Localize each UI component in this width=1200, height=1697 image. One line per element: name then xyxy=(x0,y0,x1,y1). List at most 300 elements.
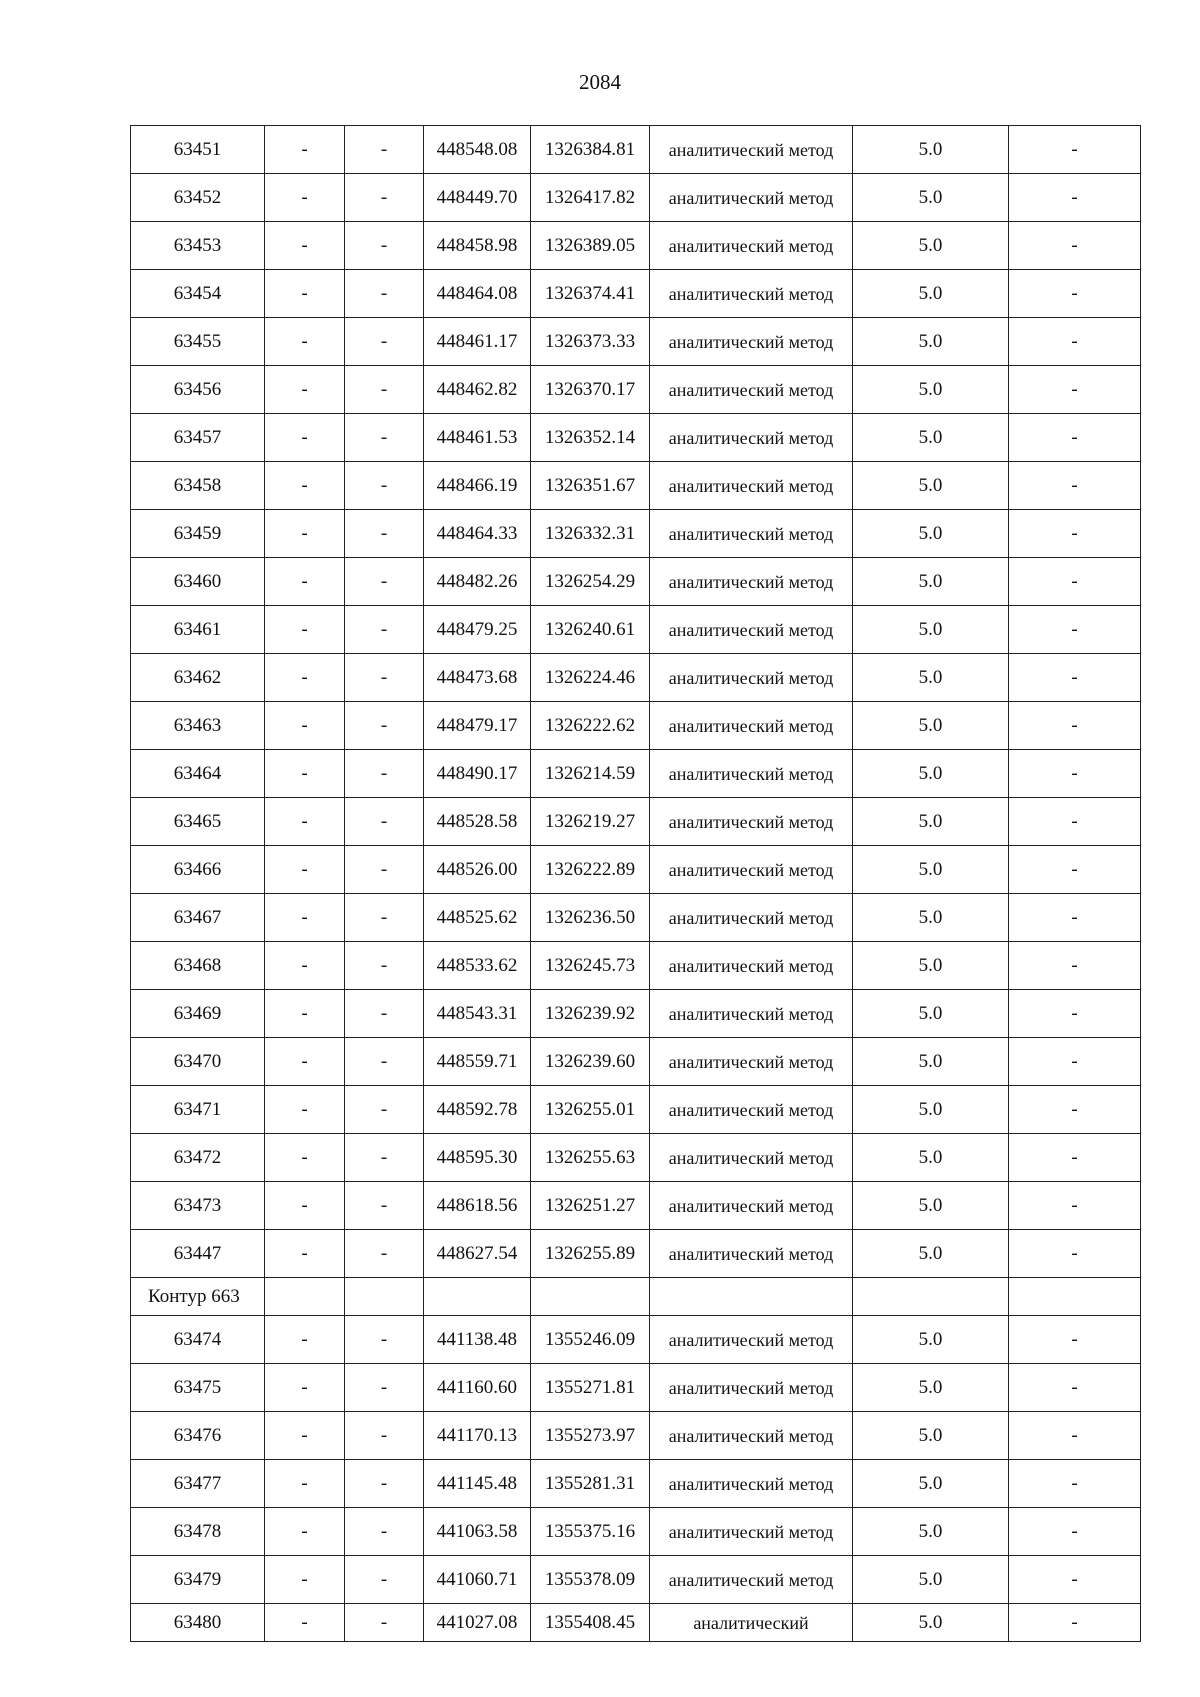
x-coordinate-cell: 448559.71 xyxy=(424,1038,531,1086)
dash-cell: - xyxy=(265,126,345,174)
point-number-cell: 63469 xyxy=(131,990,265,1038)
accuracy-cell: 5.0 xyxy=(853,1604,1009,1642)
y-coordinate-cell: 1326384.81 xyxy=(531,126,650,174)
y-coordinate-cell: 1326351.67 xyxy=(531,462,650,510)
table-row xyxy=(131,1508,1141,1556)
method-text: аналитический метод xyxy=(668,1377,834,1398)
accuracy-cell: 5.0 xyxy=(853,798,1009,846)
dash-cell: - xyxy=(345,510,424,558)
dash-cell: - xyxy=(1009,1604,1141,1642)
empty-cell xyxy=(650,1278,853,1316)
table-row xyxy=(131,1038,1141,1086)
table-row xyxy=(131,846,1141,894)
dash-cell: - xyxy=(345,990,424,1038)
dash-cell: - xyxy=(1009,654,1141,702)
y-coordinate-cell: 1326219.27 xyxy=(531,798,650,846)
method-text: аналитический метод xyxy=(668,907,834,928)
method-text: аналитический метод xyxy=(668,763,834,784)
y-coordinate-cell: 1326389.05 xyxy=(531,222,650,270)
y-coordinate-cell: 1326370.17 xyxy=(531,366,650,414)
dash-cell: - xyxy=(265,1230,345,1278)
accuracy-cell: 5.0 xyxy=(853,1316,1009,1364)
accuracy-cell: 5.0 xyxy=(853,1412,1009,1460)
dash-cell: - xyxy=(345,558,424,606)
table-row xyxy=(131,798,1141,846)
method-text: аналитический метод xyxy=(668,1243,834,1264)
section-label: Контур 663 xyxy=(131,1278,265,1316)
method-cell xyxy=(650,270,853,318)
point-number-cell: 63453 xyxy=(131,222,265,270)
dash-cell: - xyxy=(265,1316,345,1364)
y-coordinate-cell: 1326254.29 xyxy=(531,558,650,606)
dash-cell: - xyxy=(265,894,345,942)
y-coordinate-cell: 1355375.16 xyxy=(531,1508,650,1556)
table-row xyxy=(131,1556,1141,1604)
dash-cell: - xyxy=(345,606,424,654)
y-coordinate-cell: 1326417.82 xyxy=(531,174,650,222)
dash-cell: - xyxy=(1009,318,1141,366)
dash-cell: - xyxy=(1009,798,1141,846)
y-coordinate-cell: 1355408.45 xyxy=(531,1604,650,1642)
table-row xyxy=(131,1230,1141,1278)
dash-cell: - xyxy=(265,702,345,750)
dash-cell: - xyxy=(345,1230,424,1278)
point-number-cell: 63467 xyxy=(131,894,265,942)
accuracy-cell: 5.0 xyxy=(853,990,1009,1038)
method-cell xyxy=(650,1038,853,1086)
accuracy-cell: 5.0 xyxy=(853,510,1009,558)
dash-cell: - xyxy=(1009,366,1141,414)
y-coordinate-cell: 1355273.97 xyxy=(531,1412,650,1460)
method-text: аналитический метод xyxy=(668,667,834,688)
x-coordinate-cell: 448526.00 xyxy=(424,846,531,894)
dash-cell: - xyxy=(345,1038,424,1086)
table-row xyxy=(131,942,1141,990)
method-text: аналитический метод xyxy=(668,1329,834,1350)
accuracy-cell: 5.0 xyxy=(853,942,1009,990)
dash-cell: - xyxy=(1009,1086,1141,1134)
dash-cell: - xyxy=(265,1182,345,1230)
y-coordinate-cell: 1326245.73 xyxy=(531,942,650,990)
dash-cell: - xyxy=(1009,846,1141,894)
x-coordinate-cell: 448458.98 xyxy=(424,222,531,270)
table-row xyxy=(131,1134,1141,1182)
table-row xyxy=(131,1182,1141,1230)
method-cell xyxy=(650,1508,853,1556)
point-number-cell: 63466 xyxy=(131,846,265,894)
dash-cell: - xyxy=(345,654,424,702)
y-coordinate-cell: 1326239.92 xyxy=(531,990,650,1038)
dash-cell: - xyxy=(265,462,345,510)
dash-cell: - xyxy=(345,1508,424,1556)
dash-cell: - xyxy=(265,750,345,798)
dash-cell: - xyxy=(345,126,424,174)
accuracy-cell: 5.0 xyxy=(853,366,1009,414)
dash-cell: - xyxy=(1009,606,1141,654)
dash-cell: - xyxy=(345,1460,424,1508)
method-text: аналитический метод xyxy=(668,331,834,352)
x-coordinate-cell: 448462.82 xyxy=(424,366,531,414)
table-row xyxy=(131,366,1141,414)
accuracy-cell: 5.0 xyxy=(853,606,1009,654)
table-row xyxy=(131,318,1141,366)
x-coordinate-cell: 448461.53 xyxy=(424,414,531,462)
point-number-cell: 63463 xyxy=(131,702,265,750)
dash-cell: - xyxy=(1009,894,1141,942)
dash-cell: - xyxy=(345,318,424,366)
x-coordinate-cell: 448533.62 xyxy=(424,942,531,990)
x-coordinate-cell: 448548.08 xyxy=(424,126,531,174)
point-number-cell: 63471 xyxy=(131,1086,265,1134)
method-text: аналитический метод xyxy=(668,283,834,304)
method-cell xyxy=(650,366,853,414)
x-coordinate-cell: 441170.13 xyxy=(424,1412,531,1460)
dash-cell: - xyxy=(1009,702,1141,750)
point-number-cell: 63457 xyxy=(131,414,265,462)
dash-cell: - xyxy=(265,1508,345,1556)
x-coordinate-cell: 441138.48 xyxy=(424,1316,531,1364)
dash-cell: - xyxy=(265,270,345,318)
y-coordinate-cell: 1326332.31 xyxy=(531,510,650,558)
point-number-cell: 63468 xyxy=(131,942,265,990)
method-text: аналитический метод xyxy=(668,1425,834,1446)
y-coordinate-cell: 1326352.14 xyxy=(531,414,650,462)
dash-cell: - xyxy=(265,606,345,654)
method-cell xyxy=(650,606,853,654)
dash-cell: - xyxy=(345,1412,424,1460)
x-coordinate-cell: 448627.54 xyxy=(424,1230,531,1278)
x-coordinate-cell: 448525.62 xyxy=(424,894,531,942)
dash-cell: - xyxy=(1009,750,1141,798)
table-row xyxy=(131,1412,1141,1460)
method-cell xyxy=(650,558,853,606)
point-number-cell: 63479 xyxy=(131,1556,265,1604)
method-text: аналитический метод xyxy=(668,1051,834,1072)
x-coordinate-cell: 448461.17 xyxy=(424,318,531,366)
accuracy-cell: 5.0 xyxy=(853,654,1009,702)
dash-cell: - xyxy=(265,318,345,366)
x-coordinate-cell: 441027.08 xyxy=(424,1604,531,1642)
table-row xyxy=(131,990,1141,1038)
x-coordinate-cell: 448466.19 xyxy=(424,462,531,510)
accuracy-cell: 5.0 xyxy=(853,1038,1009,1086)
x-coordinate-cell: 448464.33 xyxy=(424,510,531,558)
x-coordinate-cell: 448479.17 xyxy=(424,702,531,750)
x-coordinate-cell: 448482.26 xyxy=(424,558,531,606)
point-number-cell: 63477 xyxy=(131,1460,265,1508)
x-coordinate-cell: 448449.70 xyxy=(424,174,531,222)
method-cell xyxy=(650,1230,853,1278)
y-coordinate-cell: 1355378.09 xyxy=(531,1556,650,1604)
method-cell xyxy=(650,1316,853,1364)
table-row xyxy=(131,414,1141,462)
empty-cell xyxy=(345,1278,424,1316)
table-row xyxy=(131,126,1141,174)
dash-cell: - xyxy=(1009,1316,1141,1364)
table-row xyxy=(131,654,1141,702)
dash-cell: - xyxy=(1009,1412,1141,1460)
method-text: аналитический метод xyxy=(668,475,834,496)
table-row xyxy=(131,270,1141,318)
dash-cell: - xyxy=(265,1038,345,1086)
coordinates-table xyxy=(130,125,1141,1642)
table-row xyxy=(131,510,1141,558)
dash-cell: - xyxy=(1009,414,1141,462)
method-text: аналитический метод xyxy=(668,1569,834,1590)
table-row xyxy=(131,222,1141,270)
x-coordinate-cell: 448473.68 xyxy=(424,654,531,702)
y-coordinate-cell: 1326373.33 xyxy=(531,318,650,366)
y-coordinate-cell: 1326236.50 xyxy=(531,894,650,942)
dash-cell: - xyxy=(345,894,424,942)
dash-cell: - xyxy=(345,1316,424,1364)
dash-cell: - xyxy=(1009,510,1141,558)
y-coordinate-cell: 1326240.61 xyxy=(531,606,650,654)
y-coordinate-cell: 1355271.81 xyxy=(531,1364,650,1412)
dash-cell: - xyxy=(1009,1556,1141,1604)
dash-cell: - xyxy=(265,990,345,1038)
empty-cell xyxy=(1009,1278,1141,1316)
method-cell xyxy=(650,1086,853,1134)
dash-cell: - xyxy=(345,1556,424,1604)
accuracy-cell: 5.0 xyxy=(853,174,1009,222)
dash-cell: - xyxy=(1009,1182,1141,1230)
y-coordinate-cell: 1326224.46 xyxy=(531,654,650,702)
accuracy-cell: 5.0 xyxy=(853,1556,1009,1604)
point-number-cell: 63472 xyxy=(131,1134,265,1182)
method-cell xyxy=(650,414,853,462)
method-text: аналитический метод xyxy=(668,1003,834,1024)
y-coordinate-cell: 1326374.41 xyxy=(531,270,650,318)
accuracy-cell: 5.0 xyxy=(853,462,1009,510)
accuracy-cell: 5.0 xyxy=(853,894,1009,942)
dash-cell: - xyxy=(1009,270,1141,318)
y-coordinate-cell: 1326255.89 xyxy=(531,1230,650,1278)
accuracy-cell: 5.0 xyxy=(853,270,1009,318)
dash-cell: - xyxy=(265,1460,345,1508)
accuracy-cell: 5.0 xyxy=(853,1230,1009,1278)
dash-cell: - xyxy=(1009,558,1141,606)
x-coordinate-cell: 448528.58 xyxy=(424,798,531,846)
accuracy-cell: 5.0 xyxy=(853,414,1009,462)
method-cell xyxy=(650,462,853,510)
table-row xyxy=(131,750,1141,798)
empty-cell xyxy=(853,1278,1009,1316)
dash-cell: - xyxy=(1009,462,1141,510)
method-cell xyxy=(650,750,853,798)
accuracy-cell: 5.0 xyxy=(853,1508,1009,1556)
point-number-cell: 63452 xyxy=(131,174,265,222)
dash-cell: - xyxy=(1009,942,1141,990)
dash-cell: - xyxy=(265,1134,345,1182)
dash-cell: - xyxy=(265,942,345,990)
dash-cell: - xyxy=(265,654,345,702)
method-text: аналитический метод xyxy=(668,427,834,448)
table-row xyxy=(131,702,1141,750)
table-row xyxy=(131,1086,1141,1134)
dash-cell: - xyxy=(345,414,424,462)
method-cell xyxy=(650,1364,853,1412)
point-number-cell: 63464 xyxy=(131,750,265,798)
accuracy-cell: 5.0 xyxy=(853,1364,1009,1412)
method-text: аналитический метод xyxy=(668,139,834,160)
dash-cell: - xyxy=(265,510,345,558)
accuracy-cell: 5.0 xyxy=(853,1134,1009,1182)
table-body xyxy=(131,126,1141,1642)
dash-cell: - xyxy=(265,558,345,606)
accuracy-cell: 5.0 xyxy=(853,1086,1009,1134)
table-row xyxy=(131,1460,1141,1508)
dash-cell: - xyxy=(265,1556,345,1604)
dash-cell: - xyxy=(265,798,345,846)
point-number-cell: 63460 xyxy=(131,558,265,606)
point-number-cell: 63474 xyxy=(131,1316,265,1364)
method-cell xyxy=(650,894,853,942)
method-text: аналитический метод xyxy=(668,811,834,832)
method-text: аналитический метод xyxy=(668,619,834,640)
dash-cell: - xyxy=(265,366,345,414)
table-row xyxy=(131,1316,1141,1364)
y-coordinate-cell: 1326222.89 xyxy=(531,846,650,894)
method-cell xyxy=(650,318,853,366)
x-coordinate-cell: 441063.58 xyxy=(424,1508,531,1556)
y-coordinate-cell: 1326222.62 xyxy=(531,702,650,750)
x-coordinate-cell: 448618.56 xyxy=(424,1182,531,1230)
x-coordinate-cell: 441060.71 xyxy=(424,1556,531,1604)
point-number-cell: 63458 xyxy=(131,462,265,510)
method-cell xyxy=(650,654,853,702)
method-text: аналитический метод xyxy=(668,1473,834,1494)
dash-cell: - xyxy=(345,270,424,318)
method-text: аналитический метод xyxy=(668,1099,834,1120)
x-coordinate-cell: 448490.17 xyxy=(424,750,531,798)
y-coordinate-cell: 1326255.01 xyxy=(531,1086,650,1134)
method-cell xyxy=(650,510,853,558)
table-row xyxy=(131,1364,1141,1412)
accuracy-cell: 5.0 xyxy=(853,702,1009,750)
point-number-cell: 63478 xyxy=(131,1508,265,1556)
accuracy-cell: 5.0 xyxy=(853,558,1009,606)
table-row xyxy=(131,174,1141,222)
point-number-cell: 63465 xyxy=(131,798,265,846)
method-text: аналитический метод xyxy=(668,859,834,880)
point-number-cell: 63480 xyxy=(131,1604,265,1642)
y-coordinate-cell: 1355246.09 xyxy=(531,1316,650,1364)
dash-cell: - xyxy=(1009,1460,1141,1508)
dash-cell: - xyxy=(1009,1230,1141,1278)
table-row xyxy=(131,558,1141,606)
y-coordinate-cell: 1326214.59 xyxy=(531,750,650,798)
table-row xyxy=(131,894,1141,942)
dash-cell: - xyxy=(1009,126,1141,174)
dash-cell: - xyxy=(1009,222,1141,270)
dash-cell: - xyxy=(345,222,424,270)
point-number-cell: 63470 xyxy=(131,1038,265,1086)
point-number-cell: 63475 xyxy=(131,1364,265,1412)
x-coordinate-cell: 448592.78 xyxy=(424,1086,531,1134)
dash-cell: - xyxy=(345,942,424,990)
empty-cell xyxy=(265,1278,345,1316)
dash-cell: - xyxy=(345,1134,424,1182)
dash-cell: - xyxy=(265,1412,345,1460)
dash-cell: - xyxy=(265,1086,345,1134)
method-cell xyxy=(650,798,853,846)
table-row xyxy=(131,462,1141,510)
method-text: аналитический метод xyxy=(668,1147,834,1168)
method-cell xyxy=(650,1412,853,1460)
x-coordinate-cell: 448543.31 xyxy=(424,990,531,1038)
method-text: аналитический метод xyxy=(668,379,834,400)
method-text: аналитический метод xyxy=(668,235,834,256)
dash-cell: - xyxy=(1009,1134,1141,1182)
y-coordinate-cell: 1326255.63 xyxy=(531,1134,650,1182)
point-number-cell: 63455 xyxy=(131,318,265,366)
x-coordinate-cell: 448464.08 xyxy=(424,270,531,318)
method-text: аналитический метод xyxy=(668,187,834,208)
x-coordinate-cell: 448479.25 xyxy=(424,606,531,654)
y-coordinate-cell: 1355281.31 xyxy=(531,1460,650,1508)
dash-cell: - xyxy=(265,1364,345,1412)
dash-cell: - xyxy=(345,1364,424,1412)
point-number-cell: 63473 xyxy=(131,1182,265,1230)
point-number-cell: 63462 xyxy=(131,654,265,702)
section-row xyxy=(131,1278,1141,1316)
method-cell xyxy=(650,1134,853,1182)
method-cell xyxy=(650,1604,853,1642)
empty-cell xyxy=(424,1278,531,1316)
method-cell xyxy=(650,126,853,174)
dash-cell: - xyxy=(345,702,424,750)
point-number-cell: 63451 xyxy=(131,126,265,174)
empty-cell xyxy=(531,1278,650,1316)
dash-cell: - xyxy=(345,366,424,414)
dash-cell: - xyxy=(345,846,424,894)
method-text: аналитический метод xyxy=(668,715,834,736)
point-number-cell: 63454 xyxy=(131,270,265,318)
accuracy-cell: 5.0 xyxy=(853,318,1009,366)
method-cell xyxy=(650,174,853,222)
y-coordinate-cell: 1326239.60 xyxy=(531,1038,650,1086)
accuracy-cell: 5.0 xyxy=(853,1182,1009,1230)
point-number-cell: 63476 xyxy=(131,1412,265,1460)
dash-cell: - xyxy=(265,846,345,894)
accuracy-cell: 5.0 xyxy=(853,846,1009,894)
dash-cell: - xyxy=(345,174,424,222)
method-cell xyxy=(650,990,853,1038)
dash-cell: - xyxy=(265,414,345,462)
table-row xyxy=(131,1604,1141,1642)
dash-cell: - xyxy=(1009,1038,1141,1086)
method-text: аналитический метод xyxy=(668,955,834,976)
method-cell xyxy=(650,846,853,894)
point-number-cell: 63461 xyxy=(131,606,265,654)
x-coordinate-cell: 448595.30 xyxy=(424,1134,531,1182)
x-coordinate-cell: 441160.60 xyxy=(424,1364,531,1412)
method-text: аналитический метод xyxy=(668,571,834,592)
method-cell xyxy=(650,1182,853,1230)
point-number-cell: 63447 xyxy=(131,1230,265,1278)
method-cell xyxy=(650,702,853,750)
x-coordinate-cell: 441145.48 xyxy=(424,1460,531,1508)
y-coordinate-cell: 1326251.27 xyxy=(531,1182,650,1230)
accuracy-cell: 5.0 xyxy=(853,750,1009,798)
dash-cell: - xyxy=(345,462,424,510)
point-number-cell: 63459 xyxy=(131,510,265,558)
accuracy-cell: 5.0 xyxy=(853,222,1009,270)
dash-cell: - xyxy=(345,1086,424,1134)
method-text: аналитический метод xyxy=(668,523,834,544)
method-text: аналитический метод xyxy=(668,1195,834,1216)
